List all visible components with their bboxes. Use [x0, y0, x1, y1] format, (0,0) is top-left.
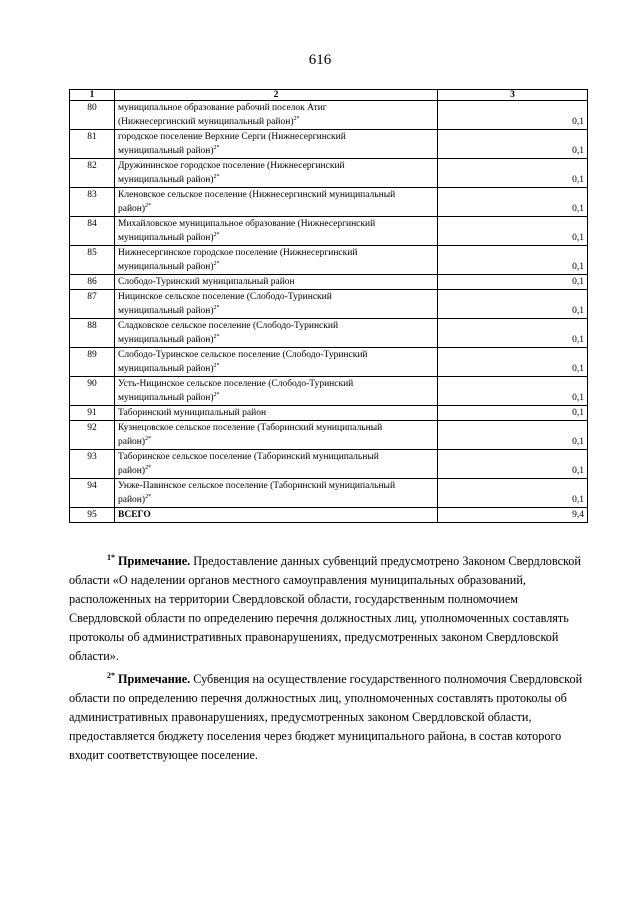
- table-row: [70, 450, 588, 479]
- table-row: [70, 348, 588, 377]
- row-name-line1: Кузнецовское сельское поселение (Таборинский муниципальный: [118, 423, 383, 433]
- row-value: 0,1: [438, 479, 588, 508]
- row-number: 94: [70, 479, 115, 508]
- row-name: [115, 246, 438, 275]
- table-row: [70, 188, 588, 217]
- table-row: [70, 290, 588, 319]
- footnote-mark: 2*: [213, 260, 220, 267]
- row-value: 0,1: [438, 217, 588, 246]
- row-name-line1: Слободо-Туринский муниципальный район: [118, 277, 295, 287]
- row-value: 0,1: [438, 246, 588, 275]
- total-row: [70, 508, 588, 523]
- row-value: 0,1: [438, 421, 588, 450]
- footnote-mark: 2*: [145, 202, 152, 209]
- table-row: [70, 246, 588, 275]
- subvention-table: [69, 89, 588, 523]
- table-row: [70, 377, 588, 406]
- row-number: 90: [70, 377, 115, 406]
- row-name-line1: Кленовское сельское поселение (Нижнесергинский муниципальный: [118, 190, 396, 200]
- row-name-line2: муниципальный район): [118, 262, 214, 272]
- row-value: 0,1: [438, 348, 588, 377]
- row-name: [115, 348, 438, 377]
- total-number: 95: [70, 508, 115, 523]
- row-name: [115, 130, 438, 159]
- footnote-mark: 2*: [145, 464, 152, 471]
- footnote-mark: 2*: [293, 115, 300, 122]
- row-name-line1: Слободо-Туринское сельское поселение (Слободо-Туринский: [118, 350, 368, 360]
- note-title: Примечание.: [118, 554, 191, 568]
- row-number: 91: [70, 406, 115, 421]
- footnote-mark: 2*: [213, 144, 220, 151]
- row-value: 0,1: [438, 290, 588, 319]
- row-name-line2: муниципальный район): [118, 175, 214, 185]
- row-name-line1: Михайловское муниципальное образование (Нижнесергинский: [118, 219, 376, 229]
- row-value: 0,1: [438, 101, 588, 130]
- row-name: [115, 188, 438, 217]
- footnote-mark: 2*: [213, 173, 220, 180]
- row-value: 0,1: [438, 159, 588, 188]
- footnote-mark: 2*: [213, 391, 220, 398]
- footnote-mark: 2*: [213, 304, 220, 311]
- row-number: 80: [70, 101, 115, 130]
- table-row: [70, 406, 588, 421]
- total-value: 9,4: [438, 508, 588, 523]
- note-mark: 2*: [107, 670, 115, 680]
- column-header: 1: [70, 90, 115, 101]
- table-row: [70, 130, 588, 159]
- note-paragraph: [69, 552, 587, 666]
- table-row: [70, 479, 588, 508]
- row-value: 0,1: [438, 188, 588, 217]
- row-name-line1: муниципальное образование рабочий поселок Атиг: [118, 103, 327, 113]
- row-name-line1: Таборинское сельское поселение (Таборинский муниципальный: [118, 452, 379, 462]
- row-name: [115, 217, 438, 246]
- row-number: 83: [70, 188, 115, 217]
- row-number: 89: [70, 348, 115, 377]
- table-row: [70, 159, 588, 188]
- row-number: 84: [70, 217, 115, 246]
- row-number: 87: [70, 290, 115, 319]
- row-number: 85: [70, 246, 115, 275]
- note-text: Субвенция на осуществление государственного полномочия Свердловской области по определению перечня должностных лиц, уполномоченных составлять протоколы об административных правонарушениях, предусмотренных законом Свердловской области, предоставляется бюджету поселения через бюджет муниципального района, в состав которого входит соответствующее поселение.: [69, 672, 583, 762]
- footnote-mark: 2*: [213, 333, 220, 340]
- footnote-mark: 2*: [145, 435, 152, 442]
- row-name-line1: Дружининское городское поселение (Нижнесергинский: [118, 161, 345, 171]
- row-name-line1: Таборинский муниципальный район: [118, 408, 267, 418]
- page-number: 616: [308, 52, 332, 68]
- table-row: [70, 101, 588, 130]
- row-number: 82: [70, 159, 115, 188]
- row-name: [115, 450, 438, 479]
- row-name: [115, 479, 438, 508]
- row-name-line2: муниципальный район): [118, 233, 214, 243]
- table-row: [70, 275, 588, 290]
- row-name: [115, 319, 438, 348]
- footnote-mark: 2*: [145, 493, 152, 500]
- row-name-line1: Сладковское сельское поселение (Слободо-Туринский: [118, 321, 339, 331]
- row-name-line2: район): [118, 495, 146, 505]
- row-name-line1: Унже-Павинское сельское поселение (Таборинский муниципальный: [118, 481, 396, 491]
- row-name: [115, 159, 438, 188]
- row-name: [115, 377, 438, 406]
- row-name-line1: Усть-Ницинское сельское поселение (Слободо-Туринский: [118, 379, 354, 389]
- row-value: 0,1: [438, 377, 588, 406]
- row-name-line2: (Нижнесергинский муниципальный район): [118, 117, 294, 127]
- footnote-mark: 2*: [213, 362, 220, 369]
- row-name-line1: Нижнесергинское городское поселение (Нижнесергинский: [118, 248, 358, 258]
- table-header-row: [70, 90, 588, 101]
- row-name-line2: район): [118, 204, 146, 214]
- total-label: ВСЕГО: [115, 508, 438, 523]
- row-name: [115, 275, 438, 290]
- note-mark: 1*: [107, 552, 115, 562]
- row-number: 81: [70, 130, 115, 159]
- note-text: Предоставление данных субвенций предусмотрено Законом Свердловской области «О наделении органов местного самоуправления муниципальных образований, расположенных на территории Свердловской области, государственным полномочием Свердловской области по определению перечня должностных лиц, уполномоченных составлять протоколы об административных правонарушениях, предусмотренных законом Свердловской области».: [69, 554, 581, 663]
- column-header: 2: [115, 90, 438, 101]
- row-number: 92: [70, 421, 115, 450]
- note-paragraph: [69, 670, 587, 765]
- row-name-line2: муниципальный район): [118, 306, 214, 316]
- row-name: [115, 290, 438, 319]
- footnote-mark: 2*: [213, 231, 220, 238]
- table-row: [70, 421, 588, 450]
- row-name-line2: муниципальный район): [118, 393, 214, 403]
- row-number: 93: [70, 450, 115, 479]
- row-number: 88: [70, 319, 115, 348]
- table-row: [70, 319, 588, 348]
- row-name: [115, 421, 438, 450]
- notes-section: [69, 552, 587, 769]
- row-name: [115, 406, 438, 421]
- row-value: 0,1: [438, 130, 588, 159]
- row-name-line2: муниципальный район): [118, 146, 214, 156]
- row-name-line1: городское поселение Верхние Серги (Нижнесергинский: [118, 132, 346, 142]
- row-value: 0,1: [438, 450, 588, 479]
- row-name-line2: район): [118, 437, 146, 447]
- row-name-line2: район): [118, 466, 146, 476]
- row-value: 0,1: [438, 319, 588, 348]
- column-header: 3: [438, 90, 588, 101]
- row-name-line1: Ницинское сельское поселение (Слободо-Туринский: [118, 292, 332, 302]
- row-number: 86: [70, 275, 115, 290]
- note-title: Примечание.: [118, 672, 191, 686]
- row-value: 0,1: [438, 406, 588, 421]
- row-name-line2: муниципальный район): [118, 335, 214, 345]
- table-body: [70, 101, 588, 523]
- row-name: [115, 101, 438, 130]
- row-value: 0,1: [438, 275, 588, 290]
- row-name-line2: муниципальный район): [118, 364, 214, 374]
- table-row: [70, 217, 588, 246]
